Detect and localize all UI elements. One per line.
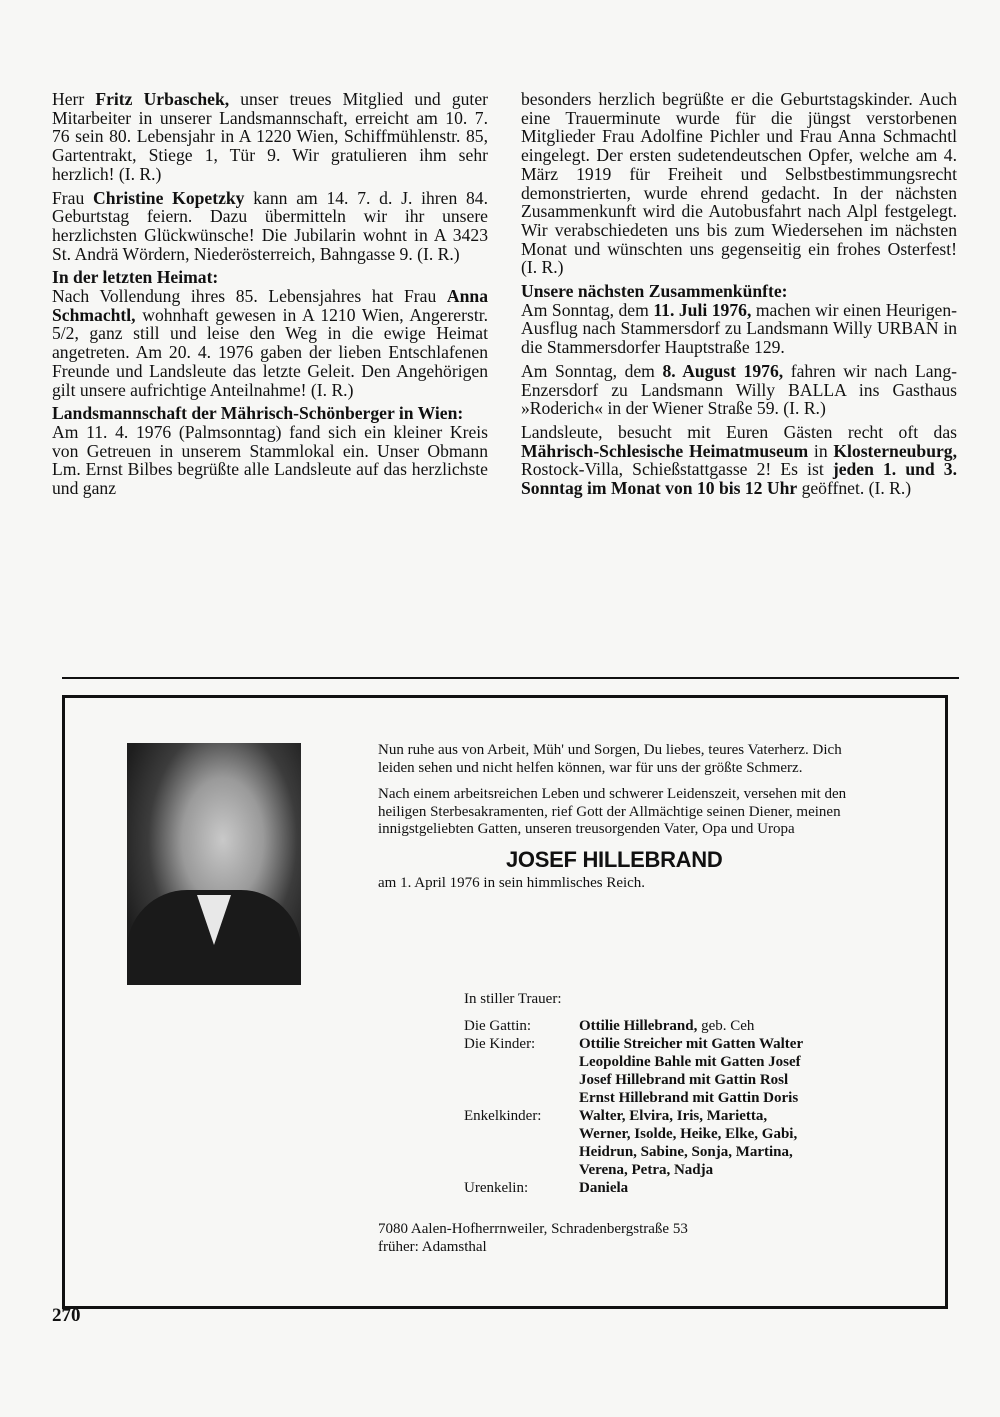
text-run: Nach Vollendung ihres 85. Lebensjahres hat Frau	[52, 286, 447, 307]
text-run: machen wir einen Heurigen-Ausflug nach Stammersdorf zu Landsmann Willy URBAN in die Stammersdorfer Hauptstraße 129.	[521, 299, 958, 358]
mourner-name: Daniela	[579, 1180, 629, 1196]
text-run: in	[808, 440, 834, 461]
mourner-row	[464, 1179, 803, 1197]
left-column	[52, 90, 488, 503]
bold-text: Fritz Urbaschek,	[95, 89, 230, 109]
paragraph	[52, 423, 488, 498]
mourner-name: Josef Hillebrand mit Gattin Rosl	[579, 1072, 789, 1088]
mourner-name: Werner, Isolde, Heike, Elke, Gabi,	[579, 1126, 798, 1142]
paragraph	[52, 287, 488, 399]
address-block	[378, 1220, 688, 1256]
relation-label	[464, 1089, 579, 1107]
horizontal-rule	[62, 677, 959, 679]
relation-label: Enkelkinder:	[464, 1108, 542, 1124]
relation-label	[464, 1053, 579, 1071]
text-run: besonders herzlich begrüßte er die Geburtstagskinder. Auch eine Trauerminute wurde für die jüngst verstorbenen Mitglieder Frau Adolfine Pichler und Frau Anna Schmachtl eingelegt. Der ersten sudetendeutschen Opfer, welche am 4. März 1919 für Freiheit und Selbstbestimmungsrecht demonstrierten, wurde ehrend gedacht. In der nächsten Zusammenkunft wird die Autobusfahrt nach Alpl festgelegt. Wir verabschiedeten uns bis zum Wiedersehen im nächsten Monat und wünschten uns gegenseitig ein frohes Osterfest! (I. R.)	[521, 89, 957, 278]
mourner-row	[464, 1017, 803, 1035]
text-run: geöffnet. (I. R.)	[797, 478, 912, 499]
mourner-name: Ernst Hillebrand mit Gattin Doris	[579, 1090, 799, 1106]
obituary-date-line: am 1. April 1976 in sein himmlisches Reich.	[378, 874, 646, 891]
relation-label	[464, 1161, 579, 1179]
bold-text: Mährisch-Schlesische Heimatmuseum	[521, 440, 809, 461]
mourner-names	[579, 1107, 803, 1125]
paragraph	[521, 301, 957, 357]
mourner-row	[464, 1125, 803, 1143]
relation-label	[464, 1143, 579, 1161]
mourner-names	[579, 1035, 803, 1053]
mourner-row	[464, 1053, 803, 1071]
bold-text: Klosterneuburg,	[833, 440, 957, 461]
maiden-name: geb. Ceh	[697, 1018, 755, 1034]
deceased-name: JOSEF HILLEBRAND	[506, 846, 723, 872]
mourning-label: In stiller Trauer:	[464, 991, 562, 1007]
bold-text: Christine Kopetzky	[93, 187, 245, 208]
paragraph	[52, 189, 488, 264]
mourner-row	[464, 1071, 803, 1089]
mourner-row	[464, 1089, 803, 1107]
mourner-names	[579, 1053, 803, 1071]
mourner-name: Leopoldine Bahle mit Gatten Josef	[579, 1054, 801, 1070]
mourner-names	[579, 1089, 803, 1107]
text-run: Am Sonntag, dem	[521, 360, 663, 381]
mourner-row	[464, 1107, 803, 1125]
text-run: fahren wir nach Lang-Enzersdorf zu Landsmann Willy BALLA ins Gasthaus »Roderich« in der Wiener Straße 59. (I. R.)	[521, 360, 957, 419]
relation-label: Die Gattin:	[464, 1018, 532, 1034]
page-number: 270	[52, 1305, 81, 1326]
text-run: Am Sonntag, dem	[521, 299, 654, 320]
text-run: Landsleute, besucht mit Euren Gästen recht oft das	[521, 421, 957, 442]
mourner-name: Walter, Elvira, Iris, Marietta,	[579, 1108, 768, 1124]
text-run: unser treues Mitglied und guter Mitarbeiter in unserer Landsmannschaft, erreicht am 10. 7. 76 sein 80. Lebensjahr in A 1220 Wien, Schiffmühlenstr. 85, Gartentrakt, Stiege 1, Tür 9. Wir gratulieren ihm sehr herzlich! (I. R.)	[52, 89, 488, 184]
relation-label: Die Kinder:	[464, 1036, 536, 1052]
mourner-name: Ottilie Streicher mit Gatten Walter	[579, 1036, 804, 1052]
right-column	[521, 90, 957, 503]
mourners-table	[464, 990, 803, 1197]
paragraph	[521, 90, 957, 277]
section-heading: Unsere nächsten Zusammenkünfte:	[521, 281, 788, 302]
text-run: kann am 14. 7. d. J. ihren 84. Geburtstag feiern. Dazu übermitteln wir ihr unsere herzlichsten Glückwünsche! Die Jubilarin wohnt in A 3423 St. Andrä Wördern, Niederösterreich, Bahngasse 9. (I. R.)	[52, 187, 488, 264]
relation-label	[464, 1071, 579, 1089]
bold-text: 8. August 1976,	[662, 360, 784, 381]
mourner-name: Verena, Petra, Nadja	[579, 1162, 714, 1178]
text-run: Frau	[52, 187, 94, 208]
obituary-verse: Nun ruhe aus von Arbeit, Müh' und Sorgen, Du liebes, teures Vaterherz. Dich leiden sehen und nicht helfen können, war für uns der größte Schmerz.	[378, 742, 842, 776]
mourner-names	[579, 1179, 803, 1197]
bold-text: jeden 1. und 3. Sonntag im Monat von 10 bis 12 Uhr	[521, 459, 957, 499]
bold-text: 11. Juli 1976,	[653, 299, 752, 320]
mourner-row	[464, 1143, 803, 1161]
mourner-row	[464, 1035, 803, 1053]
paragraph	[521, 423, 957, 498]
mourner-names	[579, 1017, 803, 1035]
bold-text: Anna Schmachtl,	[52, 286, 488, 325]
mourner-row	[464, 1161, 803, 1179]
paragraph	[521, 362, 957, 418]
mourner-name: Ottilie Hillebrand,	[579, 1018, 698, 1034]
paragraph	[52, 90, 488, 184]
mourner-names	[579, 1161, 803, 1179]
section-heading: Landsmannschaft der Mährisch-Schönberger in Wien:	[52, 403, 464, 424]
mourner-names	[579, 1143, 803, 1161]
text-run: Am 11. 4. 1976 (Palmsonntag) fand sich ein kleiner Kreis von Getreuen in unserem Stammlokal ein. Unser Obmann Lm. Ernst Bilbes begrüßte alle Landsleute auf das herzlichste und ganz	[52, 421, 488, 499]
mourner-names	[579, 1071, 803, 1089]
text-run: wohnhaft gewesen in A 1210 Wien, Angererstr. 5/2, ganz still und leise den Weg in die ewige Heimat angetreten. Am 20. 4. 1976 gaben der lieben Entschlafenen Freunde und Landsleute das letzte Geleit. Den Angehörigen gilt unsere aufrichtige Anteilnahme! (I. R.)	[52, 304, 488, 400]
relation-label	[464, 1125, 579, 1143]
portrait-photo	[127, 743, 301, 985]
mourner-name: Heidrun, Sabine, Sonja, Martina,	[579, 1144, 793, 1160]
former-address: früher: Adamsthal	[378, 1239, 487, 1255]
obituary-text	[378, 742, 878, 901]
address: 7080 Aalen-Hofherrnweiler, Schradenbergstraße 53	[378, 1221, 688, 1237]
obituary-intro: Nach einem arbeitsreichen Leben und schwerer Leidenszeit, versehen mit den heiligen Sterbesakramenten, rief Gott der Allmächtige seinen Diener, meinen innigstgeliebten Gatten, unseren treusorgenden Vater, Opa und Uropa	[378, 786, 847, 838]
mourner-names	[579, 1125, 803, 1143]
text-run: Herr	[52, 89, 96, 109]
section-heading: In der letzten Heimat:	[52, 267, 219, 288]
text-run: Rostock-Villa, Schießstattgasse 2! Es ist	[521, 459, 833, 480]
relation-label: Urenkelin:	[464, 1180, 529, 1196]
